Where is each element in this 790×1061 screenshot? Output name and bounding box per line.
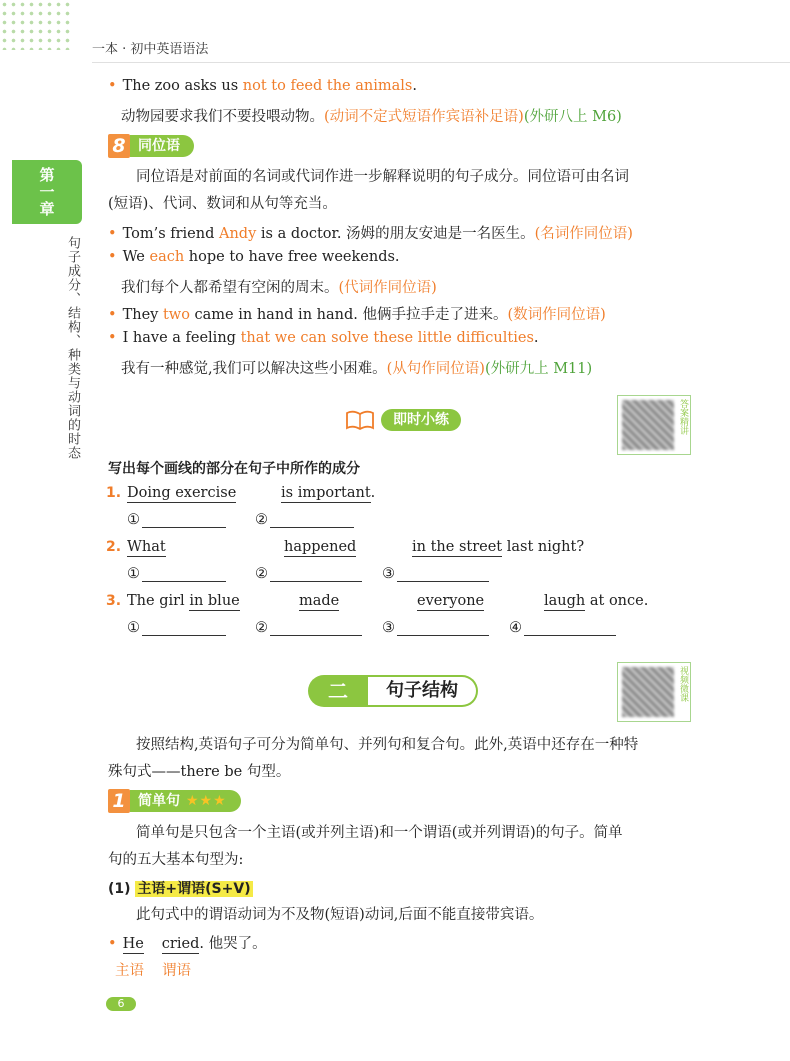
section-paragraph: 同位语是对前面的名词或代词作进一步解释说明的句子成分。同位语可由名词 — [136, 169, 629, 185]
answer-blank[interactable]: ③ — [382, 566, 489, 582]
quick-practice-banner: 即时小练 — [345, 408, 461, 432]
example-translation: 动物园要求我们不要投喂动物。(动词不定式短语作宾语补足语)(外研八上 M6) — [121, 109, 622, 125]
qr-code-image — [622, 400, 674, 450]
underlined-part: happened — [284, 539, 357, 555]
underlined-part: Doing exercise — [127, 485, 237, 501]
section-paragraph: (短语)、代词、数词和从句等充当。 — [108, 196, 337, 212]
answer-qr-code[interactable]: 答案精讲 — [617, 395, 691, 455]
example-sentence: • The zoo asks us not to feed the animals. — [108, 78, 417, 94]
underlined-part: made — [299, 593, 340, 609]
video-qr-code[interactable]: 视频微课 — [617, 662, 691, 722]
bullet-icon: • — [108, 307, 117, 323]
example-sentence: • We each hope to have free weekends. — [108, 249, 400, 265]
part-heading-sentence-structure: 二 句子结构 — [308, 675, 478, 707]
book-icon — [345, 409, 375, 431]
section-heading-simple-sentence: 1 简单句 ★★★ — [108, 790, 241, 812]
chapter-title: 句子成分、结构、种类与动词的时态 — [65, 236, 80, 460]
underlined-part: laugh at once. — [544, 593, 649, 609]
underlined-part: in the street last night? — [412, 539, 585, 555]
underlined-part: What — [127, 539, 166, 555]
answer-blank[interactable]: ③ — [382, 620, 489, 636]
answer-blank[interactable]: ① — [127, 512, 226, 528]
bullet-icon: • — [108, 78, 117, 94]
grammar-label: 谓语 — [162, 963, 191, 979]
part-paragraph: 殊句式——there be 句型。 — [108, 764, 291, 780]
bullet-icon: • — [108, 249, 117, 265]
section-paragraph: 句的五大基本句型为: — [108, 852, 244, 868]
answer-blank[interactable]: ① — [127, 620, 226, 636]
exercise-instruction: 写出每个画线的部分在句子中所作的成分 — [108, 461, 360, 477]
example-translation: 我有一种感觉,我们可以解决这些小困难。(从句作同位语)(外研九上 M11) — [121, 361, 593, 377]
corner-dot-pattern — [0, 0, 70, 50]
answer-blank[interactable]: ④ — [509, 620, 616, 636]
example-translation: 我们每个人都希望有空闲的周末。(代词作同位语) — [121, 280, 437, 296]
part-paragraph: 按照结构,英语句子可分为简单句、并列句和复合句。此外,英语中还存在一种特 — [136, 737, 639, 753]
bullet-icon: • — [108, 330, 117, 346]
example-sentence: • I have a feeling that we can solve these little difficulties. — [108, 330, 539, 346]
pattern-description: 此句式中的谓语动词为不及物(短语)动词,后面不能直接带宾语。 — [136, 907, 544, 923]
exercise-question: 1. — [106, 485, 122, 501]
underlined-part: is important. — [281, 485, 376, 501]
qr-code-image — [622, 667, 674, 717]
grammar-label: 主语 — [115, 963, 144, 979]
example-sentence: • They two came in hand in hand. 他俩手拉手走了进来。(数词作同位语) — [108, 307, 606, 323]
bullet-icon: • — [108, 226, 117, 242]
section-heading-appositive: 8 同位语 — [108, 135, 194, 157]
underlined-part: The girl in blue — [127, 593, 240, 609]
bullet-icon: • — [108, 936, 117, 952]
star-rating-icon: ★★★ — [186, 793, 227, 809]
book-title: 一本 · 初中英语语法 — [92, 42, 209, 57]
answer-blank[interactable]: ② — [255, 512, 354, 528]
section-paragraph: 简单句是只包含一个主语(或并列主语)和一个谓语(或并列谓语)的句子。简单 — [136, 825, 623, 841]
example-sentence: • Tom’s friend Andy is a doctor. 汤姆的朋友安迪是一名医生。(名词作同位语) — [108, 226, 633, 242]
answer-blank[interactable]: ① — [127, 566, 226, 582]
chapter-tab: 第一章 — [12, 160, 82, 224]
header-divider — [92, 62, 790, 63]
exercise-question: 3. — [106, 593, 122, 609]
exercise-question: 2. — [106, 539, 122, 555]
answer-blank[interactable]: ② — [255, 620, 362, 636]
answer-blank[interactable]: ② — [255, 566, 362, 582]
sentence-pattern-heading: (1) 主语+谓语(S+V) — [108, 881, 251, 897]
example-sentence: • He cried. 他哭了。 — [108, 936, 267, 952]
underlined-part: everyone — [417, 593, 485, 609]
page-number: 6 — [106, 997, 136, 1011]
